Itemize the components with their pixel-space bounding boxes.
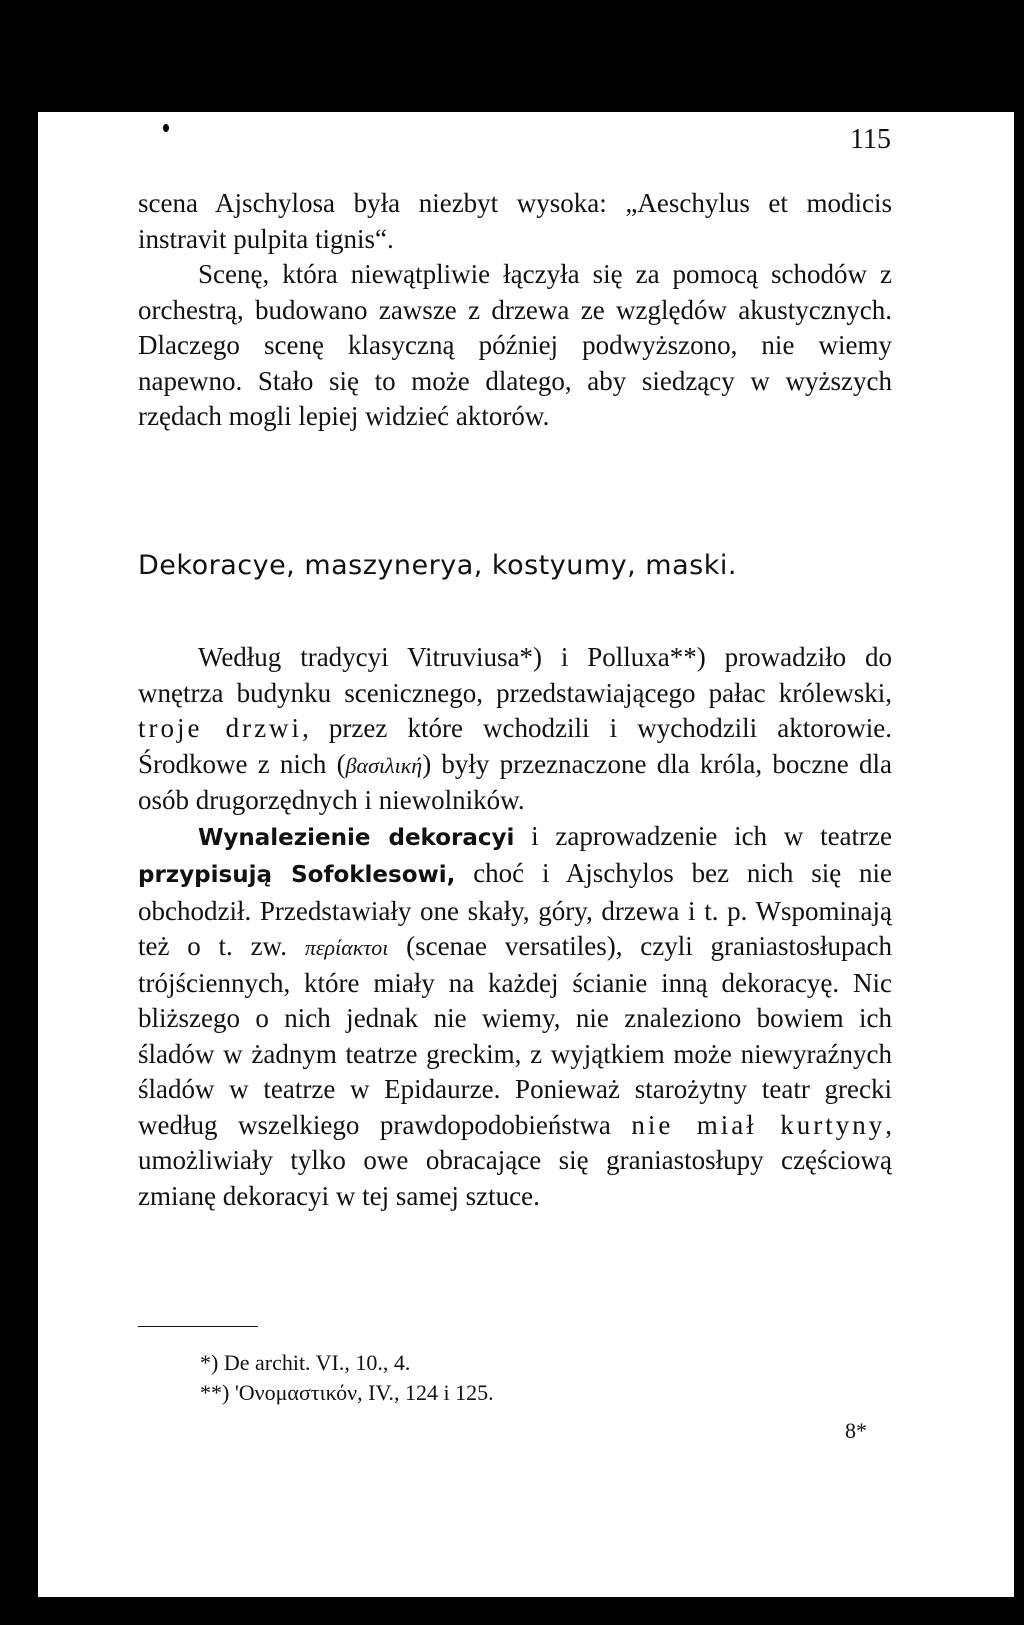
signature-mark: 8* xyxy=(845,1418,867,1443)
footnote-1: *) De archit. VI., 10., 4. xyxy=(200,1350,411,1375)
p3-bold-2: przypisują Sofoklesowi, xyxy=(138,862,456,888)
scan-border-left xyxy=(0,0,38,1625)
scan-border-bottom xyxy=(0,1597,1024,1625)
page-number: 115 xyxy=(850,124,891,155)
p3-spaced: nie miał kurtyny xyxy=(631,1109,886,1140)
section-heading: Dekoracye, maszynerya, kostyumy, maski. xyxy=(138,550,737,581)
p2-text-c: ) były przeznaczone dla króla, boczne dla osób drugorzędnych i niewolników. xyxy=(138,748,892,815)
scan-border-top xyxy=(0,0,1024,112)
ornament-dot xyxy=(163,124,169,132)
paragraph-1-line: scena Ajschylosa była niezbyt wysoka: „Aeschylus et modicis instravit pulpita tignis“. xyxy=(138,188,892,254)
p3-text-a: i zaprowadzenie ich w teatrze xyxy=(514,820,893,851)
footnote-2: **) 'Ονομαστικόν, IV., 124 i 125. xyxy=(200,1380,494,1405)
p3-greek: περίακτοι xyxy=(304,935,389,960)
paragraph-2 xyxy=(138,640,892,1214)
footnote-rule xyxy=(138,1326,258,1327)
p2-text-a: Według tradycyi Vitruviusa*) i Polluxa**) prowadziło do wnętrza budynku scenicznego, przedstawiającego pałac królewski, xyxy=(138,642,892,708)
p3-bold-1: Wynalezienie dekoracyi xyxy=(198,824,515,851)
paragraph-1 xyxy=(138,186,892,435)
p2-text-b: , przez które wchodzili i wychodzili aktorowie. Środkowe z nich ( xyxy=(138,713,893,779)
p3-text-b: choć i Ajschylos bez nich się nie obchodził. Przedstawiały one skały, góry, drzewa i t. p. Wspominają też o t. zw. xyxy=(138,858,892,961)
paragraph-1-cont: Scenę, która niewątpliwie łączyła się za pomocą schodów z orchestrą, budowano zawsze z drzewa ze względów akustycznych. Dlaczego scenę klasyczną później podwyższono, nie wiemy napewno. Stało się to może dlatego, aby siedzący w wyższych rzędach mogli lepiej widzieć aktorów. xyxy=(138,259,892,431)
p2-greek: βασιλική xyxy=(345,752,423,778)
p2-spaced: troje drzwi xyxy=(138,713,303,743)
p3-text-d: , umożliwiały tylko owe obracające się graniastosłupy częściową zmianę dekoracyi w tej samej sztuce. xyxy=(138,1109,892,1211)
scan-border-right xyxy=(1014,0,1024,1625)
p3-text-c: (scenae versatiles), czyli graniastosłupach trójściennych, które miały na każdej ścianie inną dekoracyę. Nic bliższego o nich jednak nie wiemy, nie znaleziono bowiem ich śladów w żadnym teatrze greckim, z wyjątkiem może niewyraźnych śladów w teatrze w Epidaurze. Ponieważ starożytny teatr grecki według wszelkiego prawdopodobieństwa xyxy=(138,931,892,1140)
